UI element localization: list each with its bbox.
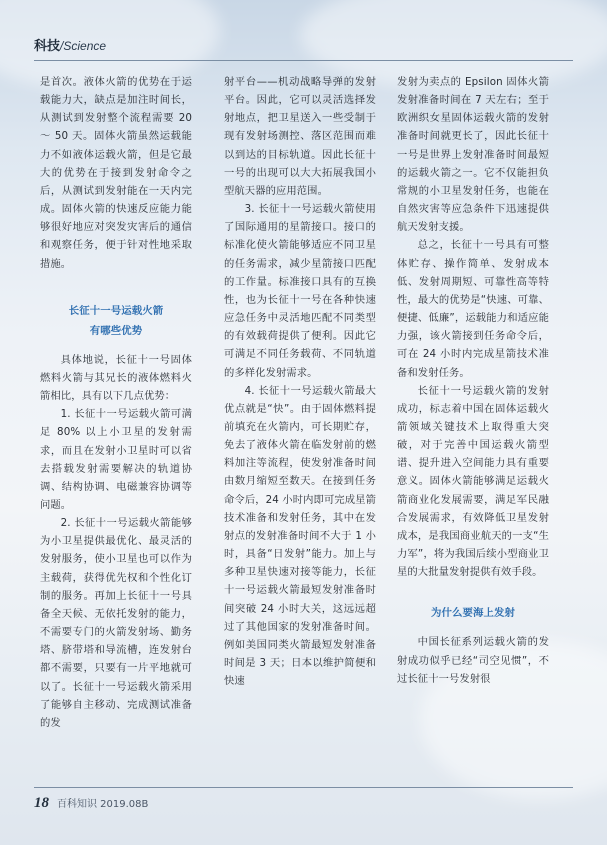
- paragraph: 中国长征系列运载火箭的发射成功似乎已经“司空见惯”，不过长征十一号发射很: [397, 636, 549, 685]
- paragraph: 是首次。液体火箭的优势在于运载能力大，缺点是加注时间长，从测试到发射整个流程需要 20 ～ 50 天。固体火箭虽然运载能力不如液体运载火箭，但是它最大的优势在于接到发射命令之后，从测试到发射能在一天内完成。固体火箭的快速反应能力能够很好地应对突发灾害后的通信和观察任务，便于针对性地采取措施。: [40, 76, 192, 270]
- text-column-3: [397, 73, 549, 785]
- section-heading: [40, 301, 192, 341]
- paragraph: 2. 长征十一号运载火箭能够为小卫星提供最优化、最灵活的发射服务，使小卫星也可以作为主载荷，获得优先权和个性化订制的服务。再加上长征十一号具备全天候、无依托发射的能力，不需要专门的火箭发射场、勤务塔、脐带塔和导流槽，连发射台都不需要，只要有一片平地就可以了。长征十一号运载火箭采用了能够自主移动、完成测试准备的发: [40, 517, 192, 729]
- text-column-2: [224, 73, 376, 785]
- paragraph: 射平台——机动战略导弹的发射平台。因此，它可以灵活选择发射地点，把卫星送入一些受制于现有发射场测控、落区范围而难以到达的目标轨道。因此长征十一号的出现可以大大拓展我国小型航天器的应用范围。: [224, 76, 376, 197]
- text-column-1: [40, 73, 192, 785]
- section-heading: 为什么要海上发射: [431, 607, 515, 620]
- paragraph: 发射为卖点的 Epsilon 固体火箭发射准备时间在 7 天左右；至于欧洲织女星固体运载火箭的发射准备时间就更长了，因此长征十一号是世界上发射准备时间最短的运载火箭之一。它不仅能担负常规的小卫星发射任务，也能在自然灾害等应急条件下迅速提供航天发射支援。: [397, 76, 549, 234]
- page-footer: [34, 795, 148, 812]
- paragraph: 1. 长征十一号运载火箭可满足 80% 以上小卫星的发射需求，而且在发射小卫星时可以省去搭载发射需要解决的轨道协调、结构协调、电磁兼容协调等问题。: [40, 408, 192, 511]
- header-rule: [34, 60, 573, 61]
- paragraph: 总之，长征十一号具有可整体贮存、操作简单、发射成本低、发射周期短、可靠性高等特性，最大的优势是“快速、可靠、便捷、低廉”，运载能力和适应能力强，该火箭接到任务命令后，可在 24 小时内完成星箭技术准备和发射任务。: [397, 239, 549, 379]
- journal-issue: 百科知识 2019.08B: [57, 799, 149, 810]
- paragraph: 长征十一号运载火箭的发射成功，标志着中国在固体运载火箭领域关键技术上取得重大突破，对于完善中国运载火箭型谱、提升进入空间能力具有重要意义。固体火箭能够满足运载火箭商业化发展需要，满足军民融合发展需求，有效降低卫星发射成本，是我国商业航天的一支“生力军”，将为我国后续小型商业卫星的大批量发射提供有效手段。: [397, 384, 549, 579]
- heading-line: 有哪些优势: [89, 324, 143, 337]
- paragraph: 具体地说，长征十一号固体燃料火箭与其兄长的液体燃料火箭相比，具有以下几点优势：: [40, 353, 192, 403]
- page-number: 18: [34, 795, 49, 811]
- footer-rule: [34, 787, 573, 788]
- section-title-en: /Science: [60, 39, 107, 53]
- paragraph: 3. 长征十一号运载火箭使用了国际通用的星箭接口。接口的标准化使火箭能够适应不同卫星的任务需求，减少星箭接口匹配的工作量。标准接口具有的互换性，也为长征十一号在各种快速应急任务中灵活地匹配不同类型的有效载荷提供了便利。因此它可满足不同任务载荷、不同轨道的多样化发射需求。: [224, 203, 376, 379]
- page-header: [34, 35, 106, 54]
- heading-line: 长征十一号运载火箭: [68, 304, 164, 317]
- section-title: 科技: [34, 39, 61, 54]
- paragraph: 4. 长征十一号运载火箭最大优点就是“快”。由于固体燃料提前填充在火箭内，可长期贮存，免去了液体火箭在临发射前的燃料加注等流程，使发射准备时间由数月缩短至数天。在接到任务命令后，24 小时内即可完成星箭技术准备和发射任务，其中在发射点的发射准备时间不大于 1 小时，具备“日发射”能力。加上与多种卫星快速对接等能力，长征十一号运载火箭最短发射准备时间突破 24 小时大关，这远远超过了其他国家的发射准备时间。例如美国同类火箭最短发射准备时间是 3 天；日本以维护简便和快速: [224, 384, 376, 688]
